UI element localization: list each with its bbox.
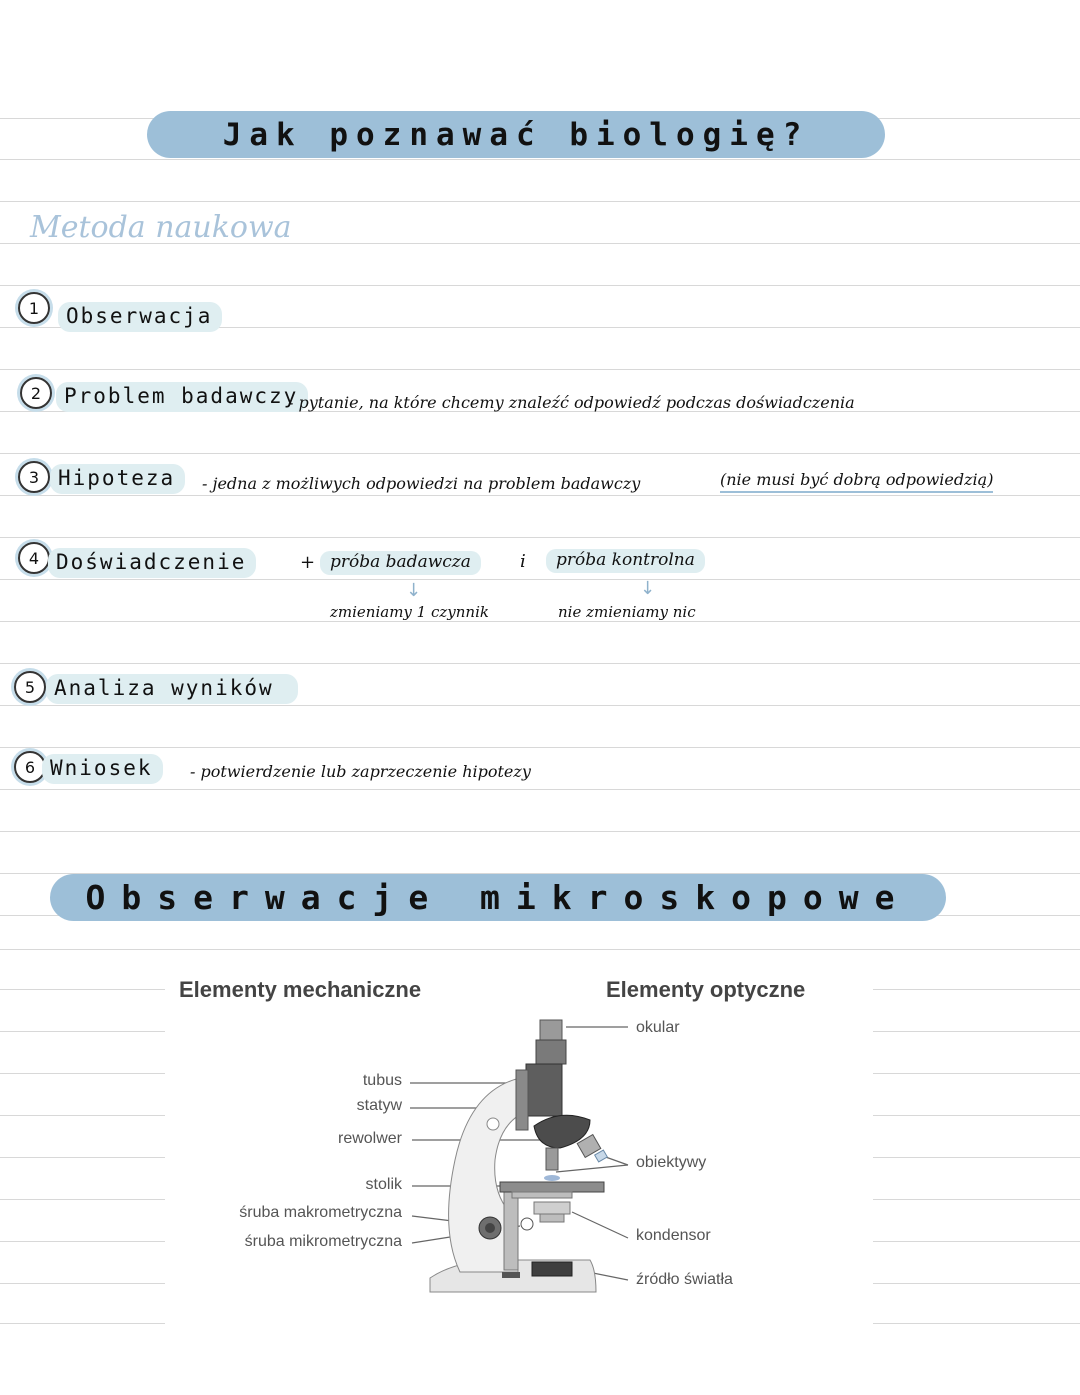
- joiner: i: [520, 551, 526, 572]
- plus-sign: +: [300, 552, 316, 573]
- step-number: 3: [18, 461, 50, 493]
- step-label: Hipoteza: [50, 464, 185, 494]
- step-number: 6: [14, 751, 46, 783]
- label-sruba-makro: śruba makrometryczna: [239, 1204, 402, 1221]
- arrow-down-icon: ↓: [640, 578, 656, 599]
- label-statyw: statyw: [356, 1097, 402, 1114]
- step-label: Wniosek: [42, 754, 163, 784]
- test-sample-note: zmieniamy 1 czynnik: [330, 603, 489, 621]
- label-sruba-mikro: śruba mikrometryczna: [244, 1233, 402, 1250]
- page-title-banner: [147, 111, 885, 158]
- arrow-down-icon: ↓: [406, 580, 422, 601]
- step-label: Problem badawczy: [56, 382, 308, 412]
- label-okular: okular: [636, 1019, 680, 1036]
- step-note: - pytanie, na które chcemy znaleźć odpowiedź podczas doświadczenia: [288, 393, 855, 412]
- section-title: Obserwacje mikroskopowe: [85, 878, 911, 917]
- microscope-illustration: [400, 1010, 660, 1310]
- step-number: 2: [20, 377, 52, 409]
- step-note-aside: (nie musi być dobrą odpowiedzią): [720, 470, 993, 493]
- step-label: Analiza wyników: [46, 674, 298, 704]
- label-rewolwer: rewolwer: [337, 1130, 402, 1147]
- section-subtitle: Metoda naukowa: [30, 210, 292, 245]
- label-obiektywy: obiektywy: [636, 1154, 707, 1171]
- step-number: 4: [18, 542, 50, 574]
- step-note: - jedna z możliwych odpowiedzi na problem badawczy: [202, 474, 641, 493]
- label-kondensor: kondensor: [636, 1227, 711, 1244]
- mechanical-heading: Elementy mechaniczne: [179, 977, 422, 1002]
- step-note: - potwierdzenie lub zaprzeczenie hipotezy: [190, 762, 531, 781]
- control-sample-label: próba kontrolna: [546, 549, 705, 573]
- control-sample-note: nie zmieniamy nic: [558, 603, 696, 621]
- label-tubus: tubus: [362, 1072, 402, 1089]
- step-number: 1: [18, 292, 50, 324]
- test-sample-label: próba badawcza: [320, 551, 481, 575]
- step-number: 5: [14, 671, 46, 703]
- section-banner: [50, 874, 946, 921]
- label-zrodlo-swiatla: źródło światła: [636, 1271, 733, 1288]
- step-label: Doświadczenie: [48, 548, 256, 578]
- label-stolik: stolik: [365, 1176, 402, 1193]
- optical-heading: Elementy optyczne: [606, 977, 806, 1002]
- step-label: Obserwacja: [58, 302, 222, 332]
- page-title: Jak poznawać biologię?: [222, 116, 810, 153]
